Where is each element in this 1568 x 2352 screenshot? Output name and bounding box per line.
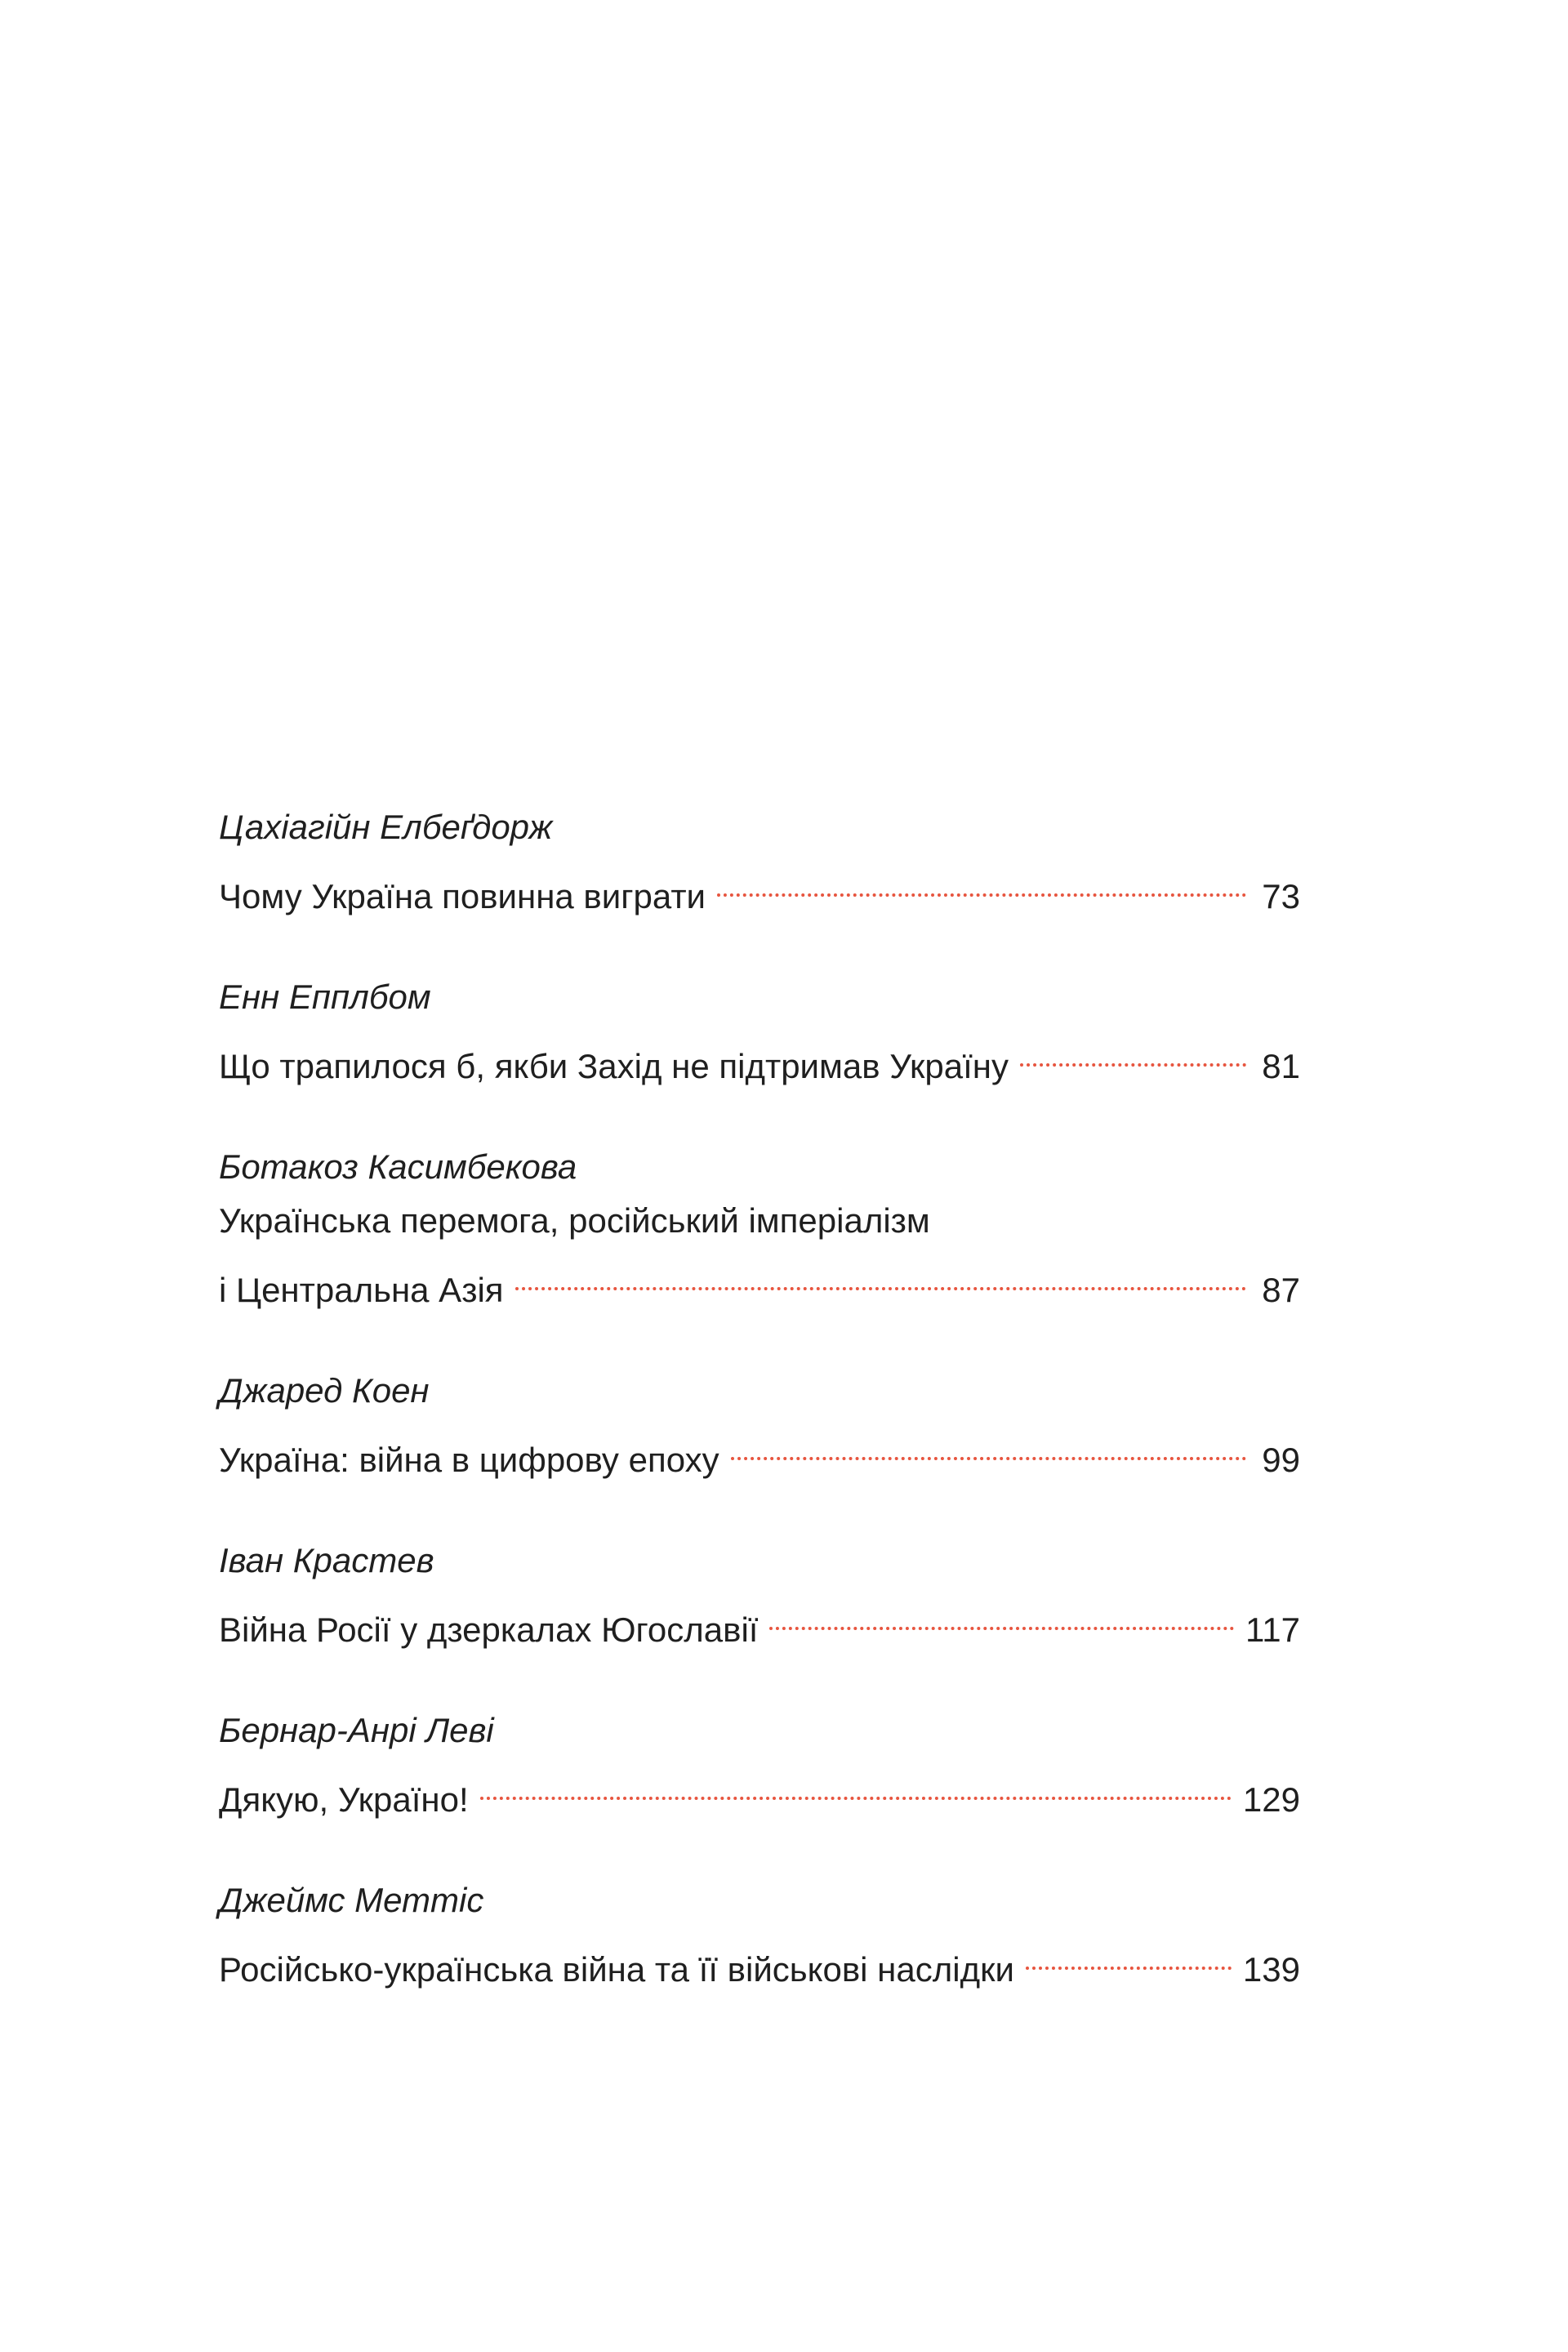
toc-entry[interactable] [219, 970, 1300, 1085]
toc-title-row[interactable] [219, 854, 1300, 915]
toc-page-number: 81 [1262, 1047, 1300, 1085]
toc-page-number: 117 [1245, 1610, 1300, 1649]
toc-title: Дякую, Україно! [219, 1780, 469, 1819]
toc-title-row[interactable] [219, 1024, 1300, 1085]
dot-leader [480, 1757, 1232, 1811]
toc-entry[interactable] [219, 1534, 1300, 1649]
toc-title-first-line: Українська перемога, російський імперіалізм [219, 1201, 930, 1240]
dot-leader [717, 854, 1246, 908]
toc-title-row[interactable] [219, 1588, 1300, 1649]
dot-leader [1020, 1024, 1246, 1078]
toc-title-row[interactable] [219, 1248, 1300, 1309]
table-of-contents [219, 800, 1300, 2043]
dot-leader [515, 1248, 1246, 1302]
toc-title: Що трапилося б, якби Захід не підтримав Україну [219, 1047, 1009, 1085]
toc-page-number: 99 [1262, 1441, 1300, 1479]
dot-leader [1026, 1927, 1232, 1981]
toc-entry[interactable] [219, 800, 1300, 915]
toc-page-number: 73 [1262, 877, 1300, 915]
toc-author: Джаред Коен [219, 1371, 430, 1410]
toc-title: і Центральна Азія [219, 1271, 504, 1309]
toc-author: Ботакоз Касимбекова [219, 1147, 577, 1186]
toc-page-number: 139 [1242, 1950, 1300, 1989]
toc-entry[interactable] [219, 1873, 1300, 1989]
dot-leader [731, 1418, 1246, 1472]
toc-entry[interactable] [219, 1704, 1300, 1819]
toc-title-row[interactable] [219, 1418, 1300, 1479]
toc-title-row[interactable] [219, 1927, 1300, 1989]
toc-author: Джеймс Меттіс [219, 1881, 484, 1919]
toc-entry[interactable] [219, 1364, 1300, 1479]
toc-page-number: 87 [1262, 1271, 1300, 1309]
toc-title: Україна: війна в цифрову епоху [219, 1441, 719, 1479]
toc-author: Іван Крастев [219, 1541, 434, 1579]
toc-page-number: 129 [1242, 1780, 1300, 1819]
toc-title-row[interactable] [219, 1757, 1300, 1819]
toc-title: Російсько-українська війна та її військові наслідки [219, 1950, 1014, 1989]
dot-leader [769, 1588, 1234, 1642]
toc-author: Енн Епплбом [219, 978, 431, 1016]
toc-author: Бернар-Анрі Леві [219, 1711, 494, 1749]
toc-entry[interactable] [219, 1140, 1300, 1309]
toc-title: Чому Україна повинна виграти [219, 877, 706, 915]
toc-author: Цахіагійн Елбеґдорж [219, 808, 553, 846]
toc-title: Війна Росії у дзеркалах Югославії [219, 1610, 759, 1649]
